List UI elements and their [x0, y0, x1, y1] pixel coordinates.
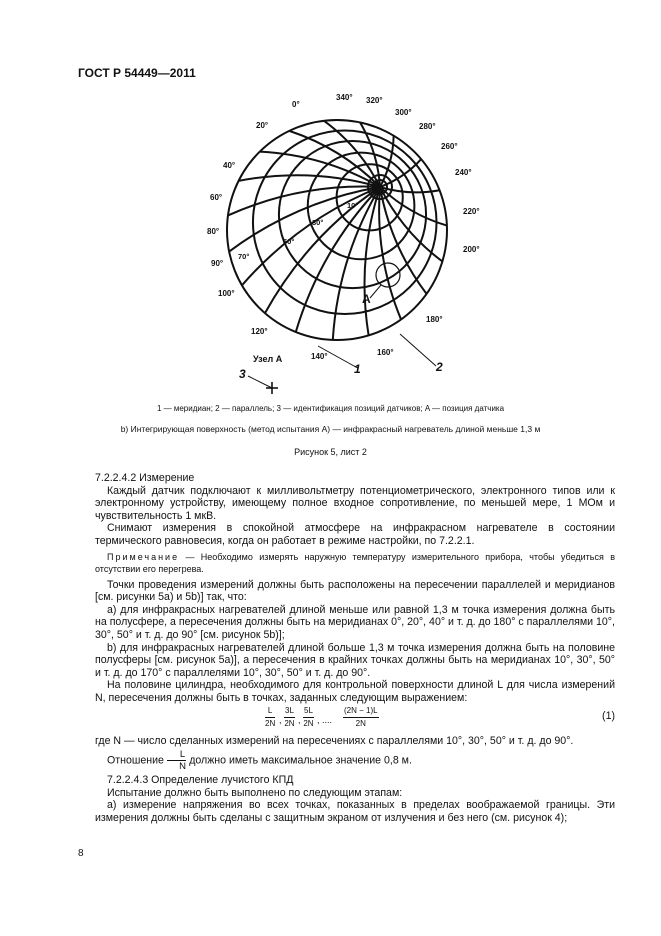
paragraph: Снимают измерения в спокойной атмосфере на инфракрасном нагревателе в состоянии термического равновесия, когда он работает в режиме настройки, по 7.2.2.1. [95, 522, 615, 547]
callout-2-leader [400, 334, 436, 366]
position-a-label: A [362, 292, 371, 306]
meridian-label: 200° [463, 245, 480, 254]
hemisphere-figure [0, 80, 661, 400]
meridian-line [379, 187, 401, 319]
meridian-label: 140° [311, 352, 328, 361]
meridian-label: 240° [455, 168, 472, 177]
meridian-label: 80° [207, 227, 220, 236]
parallel-label: 70° [238, 252, 250, 261]
meridian-label: 220° [463, 207, 480, 216]
meridian-label: 120° [251, 327, 268, 336]
node-a-label: Узел A [253, 354, 283, 364]
paragraph: Точки проведения измерений должны быть расположены на пересечении параллелей и меридианов [см. рисунки 5а) и 5b)] так, что: [95, 578, 615, 604]
section-heading: 7.2.2.4.2 Измерение [95, 472, 195, 484]
parallel-label: 50° [283, 237, 295, 246]
parallel-label: 10° [347, 201, 359, 210]
paragraph: Каждый датчик подключают к милливольтметру потенциометрического, электронного типов или к электронному устройству, имеющему полное входное сопротивление, по меньшей мере, 1 МОм и чувствительность 1 мкВ. [95, 484, 615, 522]
callout-1-label: 1 [354, 362, 361, 376]
leader-line [370, 285, 381, 298]
formula-fraction: $\frac{L}{2N}$ [265, 705, 276, 729]
standard-header: ГОСТ Р 54449—2011 [78, 66, 196, 80]
figure-subcaption: b) Интегрирующая поверхность (метод испытания А) — инфракрасный нагреватель длиной меньше 1,3 м [120, 424, 541, 434]
page-number: 8 [78, 848, 84, 859]
meridian-label: 280° [419, 122, 436, 131]
ratio-paragraph: Отношение $\frac{L}{N}$ должно иметь максимальное значение 0,8 м. [107, 749, 412, 773]
ratio-fraction: $\frac{L}{N}$ [167, 749, 186, 772]
formula-1: $\frac{L}{2N}$ , $\frac{3L}{2N}$ , $\frac{5L}{2N}$ , .... $\frac{(2N - 1)L}{2N}$ (1) [95, 705, 615, 735]
meridian-label: 340° [336, 93, 353, 102]
note-text: — Необходимо измерять наружную температуру измерительного прибора, чтобы убедиться в отсутствии его перегрева. [95, 551, 615, 574]
figure-legend: 1 — меридиан; 2 — параллель; 3 — идентификация позиций датчиков; A — позиция датчика [156, 404, 505, 413]
meridian-label: 0° [292, 100, 300, 109]
formula-fraction: $\frac{(2N - 1)L}{2N}$ [344, 705, 378, 729]
meridian-label: 320° [366, 96, 383, 105]
callout-3-label: 3 [239, 367, 246, 381]
figure-title: Рисунок 5, лист 2 [294, 447, 367, 457]
callout-2-label: 2 [436, 360, 443, 374]
formula-fraction: $\frac{3L}{2N}$ [284, 705, 295, 729]
meridian-label: 260° [441, 142, 458, 151]
formula-fraction: $\frac{5L}{2N}$ [303, 705, 314, 729]
meridian-label: 90° [211, 259, 224, 268]
parallel-line [308, 153, 415, 260]
parallel-label: 30° [312, 218, 324, 227]
note-label: Примечание [107, 551, 180, 562]
formula-number: (1) [602, 709, 615, 722]
meridian-label: 100° [218, 289, 235, 298]
section-heading: 7.2.2.4.3 Определение лучистого КПД [107, 774, 294, 787]
paragraph: где N — число сделанных измерений на пересечениях с параллелями 10°, 30°, 50° и т. д. до 90°. [95, 734, 574, 747]
paragraph: На половине цилиндра, необходимого для контрольной поверхности длиной L для числа измерений N, пересечения должны быть в точках, заданных следующим выражением: [95, 679, 615, 704]
meridian-label: 20° [256, 121, 269, 130]
callout-3-leader [248, 376, 272, 388]
note [95, 551, 615, 575]
paragraph: Испытание должно быть выполнено по следующим этапам: [107, 786, 403, 799]
meridian-label: 160° [377, 348, 394, 357]
paragraph: b) для инфракрасных нагревателей длиной больше 1,3 м точка измерения должна быть на половине полусферы [см. рисунок 5а)], а пересечения в крайних точках должны быть на меридианах 10°, 30°, 50° и т. д. до 170° с параллелями 10°, 30°, 50° и т. д. до 90°. [95, 641, 615, 679]
meridian-label: 300° [395, 108, 412, 117]
meridian-label: 180° [426, 315, 443, 324]
section-measurement [95, 472, 615, 824]
meridian-label: 40° [223, 161, 236, 170]
figure-lines [227, 120, 447, 394]
paragraph: а) измерение напряжения во всех точках, показанных в пределах воображаемой границы. Эти измерения должны быть сделаны с защитным экраном от излучения и без него (см. рисунок 4); [95, 799, 615, 824]
paragraph: а) для инфракрасных нагревателей длиной меньше или равной 1,3 м точка измерения должна быть на полусфере, а пересечения должны быть на меридианах 0°, 20°, 40° и т. д. до 180° с параллелями 10°, 30°, 50° и т. д. до 90° [см. рисунок 5b)]; [95, 603, 615, 641]
meridian-label: 60° [210, 193, 223, 202]
